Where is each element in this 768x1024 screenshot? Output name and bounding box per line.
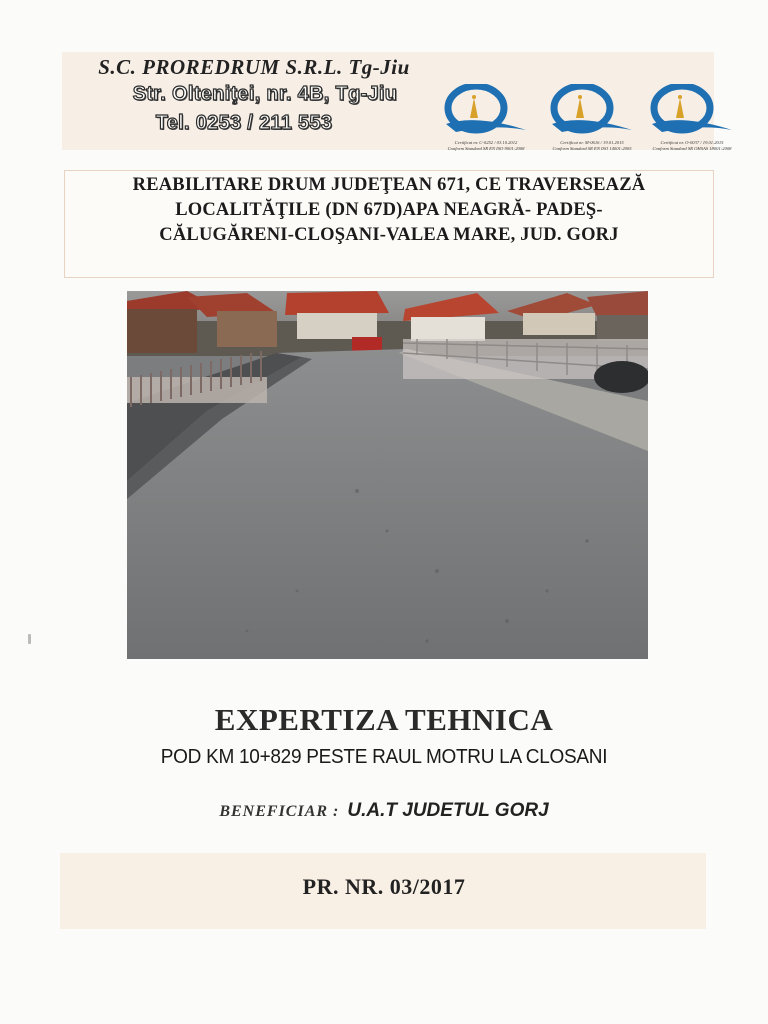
certificate-1 [436,84,536,154]
beneficiary-value: U.A.T JUDETUL GORJ [347,800,549,821]
project-title-line: REABILITARE DRUM JUDEŢEAN 671, CE TRAVERSEAZĂ [132,175,646,195]
project-title-line: CĂLUGĂRENI-CLOŞANI-VALEA MARE, JUD. GORJ [159,225,619,245]
document-subtitle: POD KM 10+829 PESTE RAUL MOTRU LA CLOSANI [160,746,608,768]
company-name: S.C. PROREDRUM S.R.L. Tg-Jiu [98,55,410,79]
certification-logos [436,84,736,154]
certificate-2 [542,84,642,154]
project-number: PR. NR. 03/2017 [302,874,466,899]
certificate-text: Certificat nr. C-0252 / 03.10.2012 Conform Standard SR EN ISO 9001:2008 [447,140,525,151]
beneficiary-label: BENEFICIAR : [219,803,340,820]
scan-speck [28,634,31,644]
certificate-text: Certificat nr. M-0616 / 19.01.2015 Conform Standard SR EN ISO 14001:2005 [552,140,632,151]
company-phone: Tel. 0253 / 211 553 [155,112,333,134]
quality-certification-logo-icon [542,84,642,140]
document-title: EXPERTIZA TEHNICA [214,702,554,737]
quality-certification-logo-icon [436,84,536,140]
certificate-3 [642,84,742,154]
bridge-road-photo [127,291,648,659]
project-title-line: LOCALITĂŢILE (DN 67D)APA NEAGRĂ- PADEŞ- [175,200,603,220]
quality-certification-logo-icon [642,84,742,140]
beneficiary-line [0,800,768,822]
project-title [64,173,714,248]
company-address: Str. Olteniţei, nr. 4B, Tg-Jiu [132,83,398,105]
certificate-text: Certificat nr. O-0037 / 19.01.2015 Conform Standard SR OHSAS 18001:2008 [652,140,732,151]
company-block [74,54,454,138]
